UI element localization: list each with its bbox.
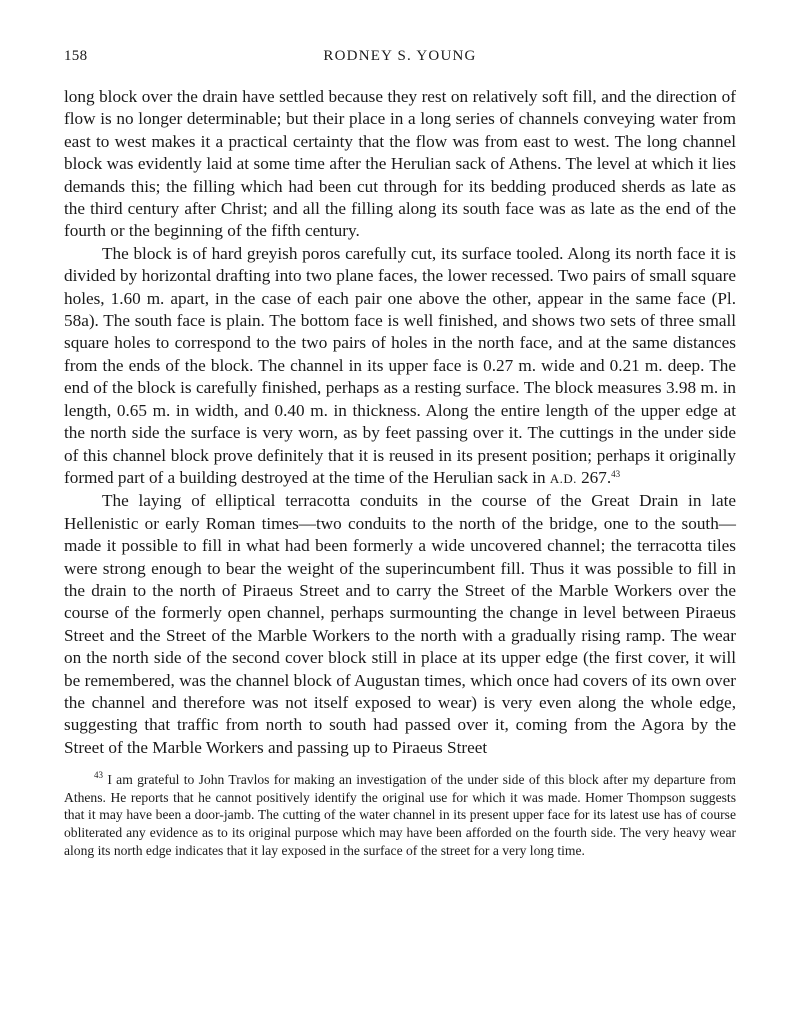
footnote-reference-43[interactable]: 43: [611, 468, 621, 479]
footnote-marker: 43: [94, 770, 103, 781]
page: [64, 48, 736, 859]
paragraph-2-year: 267.: [576, 467, 612, 487]
footnote-43: [64, 771, 736, 859]
era-abbreviation: A.D.: [549, 470, 577, 486]
paragraph-2-text: The block is of hard greyish poros carefully cut, its surface tooled. Along its north face it is divided by horizontal drafting into two plane faces, the lower recessed. Two pairs of small square holes, 1.60 m. apart, in the case of each pair one above the other, appear in the same face (Pl. 58a). The south face is plain. The bottom face is well finished, and shows two sets of three small square holes to correspond to the two pairs of holes in the north face, and at the same distances from the ends of the block. The channel in its upper face is 0.27 m. wide and 0.21 m. deep. The end of the block is carefully finished, perhaps as a resting surface. The block measures 3.98 m. in length, 0.65 m. in width, and 0.40 m. in thickness. Along the entire length of the upper edge at the north side the surface is very worn, as by feet passing over it. The cuttings in the under side of this channel block prove definitely that it is reused in its present position; perhaps it originally formed part of a building destroyed at the time of the Herulian sack in: [64, 243, 736, 487]
paragraph-2: [64, 243, 736, 490]
page-number: 158: [64, 48, 88, 64]
page-header: [64, 48, 736, 76]
footnote-text: I am grateful to John Travlos for making an investigation of the under side of this block after my departure from Athens. He reports that he cannot positively identify the original use for which it was made. Homer Thompson suggests that it may have been a door-jamb. The cutting of the water channel in its present upper face for its latest use has of course obliterated any evidence as to its original purpose which may have been afforded on the fourth side. The very heavy wear along its north edge indicates that it lay exposed in the surface of the street for a very long time.: [64, 772, 736, 858]
body-text: [64, 86, 736, 759]
paragraph-1: long block over the drain have settled because they rest on relatively soft fill, and the direction of flow is no longer determinable; but their place in a long series of channels conveying water from east to west makes it a practical certainty that the flow was from east to west. The long channel block was evidently laid at some time after the Herulian sack of Athens. The level at which it lies demands this; the filling which had been cut through for its bedding produced sherds as late as the third century after Christ; and all the filling along its south face was as late as the end of the fourth or the beginning of the fifth century.: [64, 87, 736, 241]
footnotes: [64, 771, 736, 859]
paragraph-3: The laying of elliptical terracotta conduits in the course of the Great Drain in late Hellenistic or early Roman times—two conduits to the north of the bridge, one to the south—made it possible to fill in what had been formerly a wide uncovered channel; the terracotta tiles were strong enough to bear the weight of the superincumbent fill. Thus it was possible to fill in the drain to the north of Piraeus Street and to carry the Street of the Marble Workers over the course of the formerly open channel, perhaps surmounting the change in level between Piraeus Street and the Street of the Marble Workers to the north with a gradually rising ramp. The wear on the north side of the second cover block still in place at its upper edge (the first cover, it will be remembered, was the channel block of Augustan times, which once had covers of its own over the channel and therefore was not itself exposed to wear) is very even along the whole edge, suggesting that traffic from north to south had passed over it, coming from the Agora by the Street of the Marble Workers and passing up to Piraeus Street: [64, 491, 736, 757]
running-head: RODNEY S. YOUNG: [323, 48, 477, 64]
